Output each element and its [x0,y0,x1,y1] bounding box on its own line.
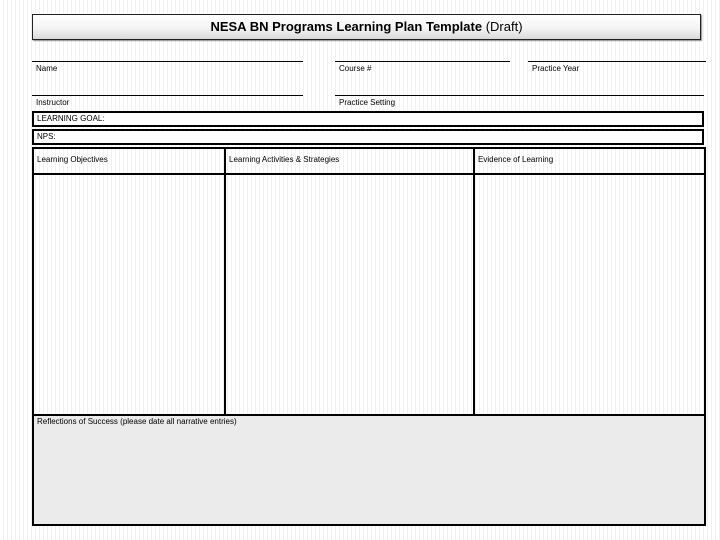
practice-year-underline [528,61,706,62]
practice-setting-label: Practice Setting [339,98,396,107]
title-main: NESA BN Programs Learning Plan Template [210,19,483,34]
title-suffix: (Draft) [482,19,523,34]
objectives-header-label: Learning Objectives [37,155,108,164]
evidence-cell[interactable] [475,175,704,414]
course-field[interactable] [335,61,510,75]
nps-label: NPS: [37,132,56,141]
name-underline [32,61,303,62]
page-title [32,14,701,40]
reflections-cell[interactable] [34,414,704,524]
course-label: Course # [339,64,372,73]
practice-year-field[interactable] [528,61,706,75]
name-label: Name [36,64,58,73]
instructor-label: Instructor [36,98,70,107]
activities-cell[interactable] [226,175,473,414]
learning-goal-field[interactable] [32,111,704,127]
practice-setting-field[interactable] [335,95,704,109]
nps-field[interactable] [32,129,704,145]
learning-goal-label: LEARNING GOAL: [37,114,105,123]
column-header-evidence [475,149,704,173]
column-header-activities [226,149,475,173]
practice-year-label: Practice Year [532,64,580,73]
reflections-divider [34,414,704,416]
column-header-objectives [34,149,226,173]
evidence-header-label: Evidence of Learning [478,155,554,164]
reflections-label: Reflections of Success (please date all narrative entries) [37,417,237,426]
instructor-field[interactable] [32,95,303,109]
objectives-cell[interactable] [34,175,224,414]
course-underline [335,61,510,62]
practice-setting-underline [335,95,704,96]
name-field[interactable] [32,61,303,75]
activities-header-label: Learning Activities & Strategies [229,155,340,164]
instructor-underline [32,95,303,96]
learning-plan-table [32,147,706,526]
